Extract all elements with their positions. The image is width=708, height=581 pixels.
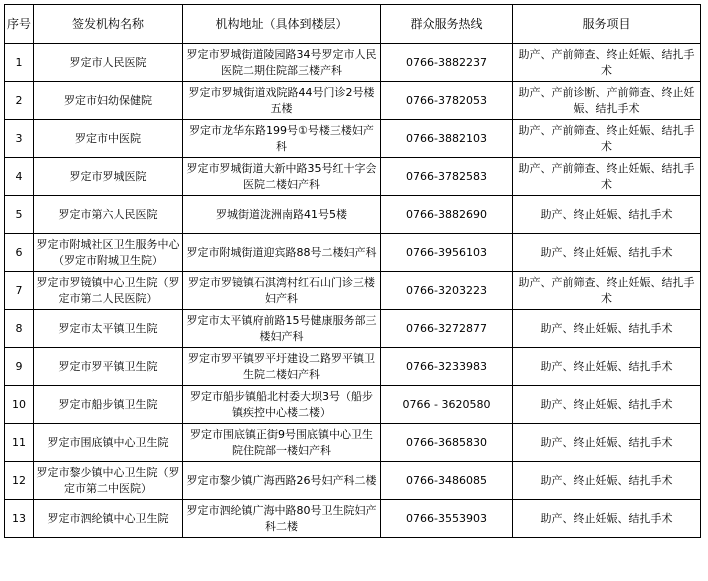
cell-address: 罗定市黎少镇广海西路26号妇产科二楼 [183, 462, 381, 500]
cell-hotline: 0766-3553903 [381, 500, 513, 538]
cell-hotline: 0766-3882690 [381, 196, 513, 234]
cell-index: 11 [5, 424, 34, 462]
cell-hotline: 0766-3233983 [381, 348, 513, 386]
table-row [5, 272, 701, 310]
cell-institution-name: 罗定市黎少镇中心卫生院（罗定市第二中医院） [34, 462, 183, 500]
cell-services: 助产、终止妊娠、结扎手术 [513, 310, 701, 348]
header-services: 服务项目 [513, 5, 701, 44]
cell-address: 罗定市附城街道迎宾路88号二楼妇产科 [183, 234, 381, 272]
header-address: 机构地址（具体到楼层） [183, 5, 381, 44]
cell-hotline: 0766-3272877 [381, 310, 513, 348]
cell-services: 助产、产前筛查、终止妊娠、结扎手术 [513, 44, 701, 82]
cell-address: 罗定市罗镜镇石淇湾村红石山门诊三楼妇产科 [183, 272, 381, 310]
header-institution-name: 签发机构名称 [34, 5, 183, 44]
cell-services: 助产、终止妊娠、结扎手术 [513, 386, 701, 424]
table-row [5, 386, 701, 424]
cell-institution-name: 罗定市罗平镇卫生院 [34, 348, 183, 386]
cell-index: 4 [5, 158, 34, 196]
cell-institution-name: 罗定市罗城医院 [34, 158, 183, 196]
cell-services: 助产、终止妊娠、结扎手术 [513, 196, 701, 234]
cell-index: 9 [5, 348, 34, 386]
cell-address: 罗城街道泷洲南路41号5楼 [183, 196, 381, 234]
cell-address: 罗定市围底镇正街9号围底镇中心卫生院住院部一楼妇产科 [183, 424, 381, 462]
table-row [5, 82, 701, 120]
table-row [5, 158, 701, 196]
cell-services: 助产、终止妊娠、结扎手术 [513, 500, 701, 538]
cell-services: 助产、终止妊娠、结扎手术 [513, 348, 701, 386]
cell-services: 助产、产前筛查、终止妊娠、结扎手术 [513, 120, 701, 158]
cell-index: 7 [5, 272, 34, 310]
table-row [5, 120, 701, 158]
cell-services: 助产、产前筛查、终止妊娠、结扎手术 [513, 272, 701, 310]
cell-hotline: 0766-3486085 [381, 462, 513, 500]
cell-services: 助产、终止妊娠、结扎手术 [513, 462, 701, 500]
cell-address: 罗定市罗城街道戏院路44号门诊2号楼五楼 [183, 82, 381, 120]
cell-institution-name: 罗定市第六人民医院 [34, 196, 183, 234]
institution-table [4, 4, 701, 538]
cell-hotline: 0766-3956103 [381, 234, 513, 272]
cell-institution-name: 罗定市中医院 [34, 120, 183, 158]
cell-services: 助产、终止妊娠、结扎手术 [513, 234, 701, 272]
cell-address: 罗定市罗城街道大新中路35号红十字会医院二楼妇产科 [183, 158, 381, 196]
cell-services: 助产、产前诊断、产前筛查、终止妊娠、结扎手术 [513, 82, 701, 120]
cell-address: 罗定市罗平镇罗平圩建设二路罗平镇卫生院二楼妇产科 [183, 348, 381, 386]
cell-address: 罗定市太平镇府前路15号健康服务部三楼妇产科 [183, 310, 381, 348]
cell-address: 罗定市船步镇船北村委大坝3号（船步镇疾控中心楼二楼） [183, 386, 381, 424]
cell-institution-name: 罗定市附城社区卫生服务中心（罗定市附城卫生院） [34, 234, 183, 272]
table-row [5, 310, 701, 348]
cell-hotline: 0766-3782583 [381, 158, 513, 196]
table-row [5, 500, 701, 538]
cell-index: 6 [5, 234, 34, 272]
cell-institution-name: 罗定市船步镇卫生院 [34, 386, 183, 424]
cell-address: 罗定市龙华东路199号①号楼三楼妇产科 [183, 120, 381, 158]
cell-index: 5 [5, 196, 34, 234]
cell-index: 8 [5, 310, 34, 348]
table-row [5, 348, 701, 386]
cell-hotline: 0766-3882237 [381, 44, 513, 82]
cell-hotline: 0766-3203223 [381, 272, 513, 310]
cell-address: 罗定市罗城街道陵园路34号罗定市人民医院二期住院部三楼产科 [183, 44, 381, 82]
cell-index: 3 [5, 120, 34, 158]
cell-institution-name: 罗定市妇幼保健院 [34, 82, 183, 120]
table-row [5, 44, 701, 82]
table-row [5, 196, 701, 234]
cell-index: 10 [5, 386, 34, 424]
cell-address: 罗定市泗纶镇广海中路80号卫生院妇产科二楼 [183, 500, 381, 538]
table-row [5, 234, 701, 272]
cell-hotline: 0766-3782053 [381, 82, 513, 120]
cell-index: 13 [5, 500, 34, 538]
institution-table-container [4, 4, 701, 538]
cell-institution-name: 罗定市罗镜镇中心卫生院（罗定市第二人民医院） [34, 272, 183, 310]
cell-hotline: 0766 - 3620580 [381, 386, 513, 424]
cell-index: 1 [5, 44, 34, 82]
table-row [5, 462, 701, 500]
cell-index: 12 [5, 462, 34, 500]
header-index: 序号 [5, 5, 34, 44]
header-hotline: 群众服务热线 [381, 5, 513, 44]
cell-services: 助产、终止妊娠、结扎手术 [513, 424, 701, 462]
cell-institution-name: 罗定市人民医院 [34, 44, 183, 82]
cell-services: 助产、产前筛查、终止妊娠、结扎手术 [513, 158, 701, 196]
cell-institution-name: 罗定市泗纶镇中心卫生院 [34, 500, 183, 538]
cell-index: 2 [5, 82, 34, 120]
cell-institution-name: 罗定市太平镇卫生院 [34, 310, 183, 348]
cell-institution-name: 罗定市围底镇中心卫生院 [34, 424, 183, 462]
table-row [5, 424, 701, 462]
cell-hotline: 0766-3685830 [381, 424, 513, 462]
cell-hotline: 0766-3882103 [381, 120, 513, 158]
header-row [5, 5, 701, 44]
